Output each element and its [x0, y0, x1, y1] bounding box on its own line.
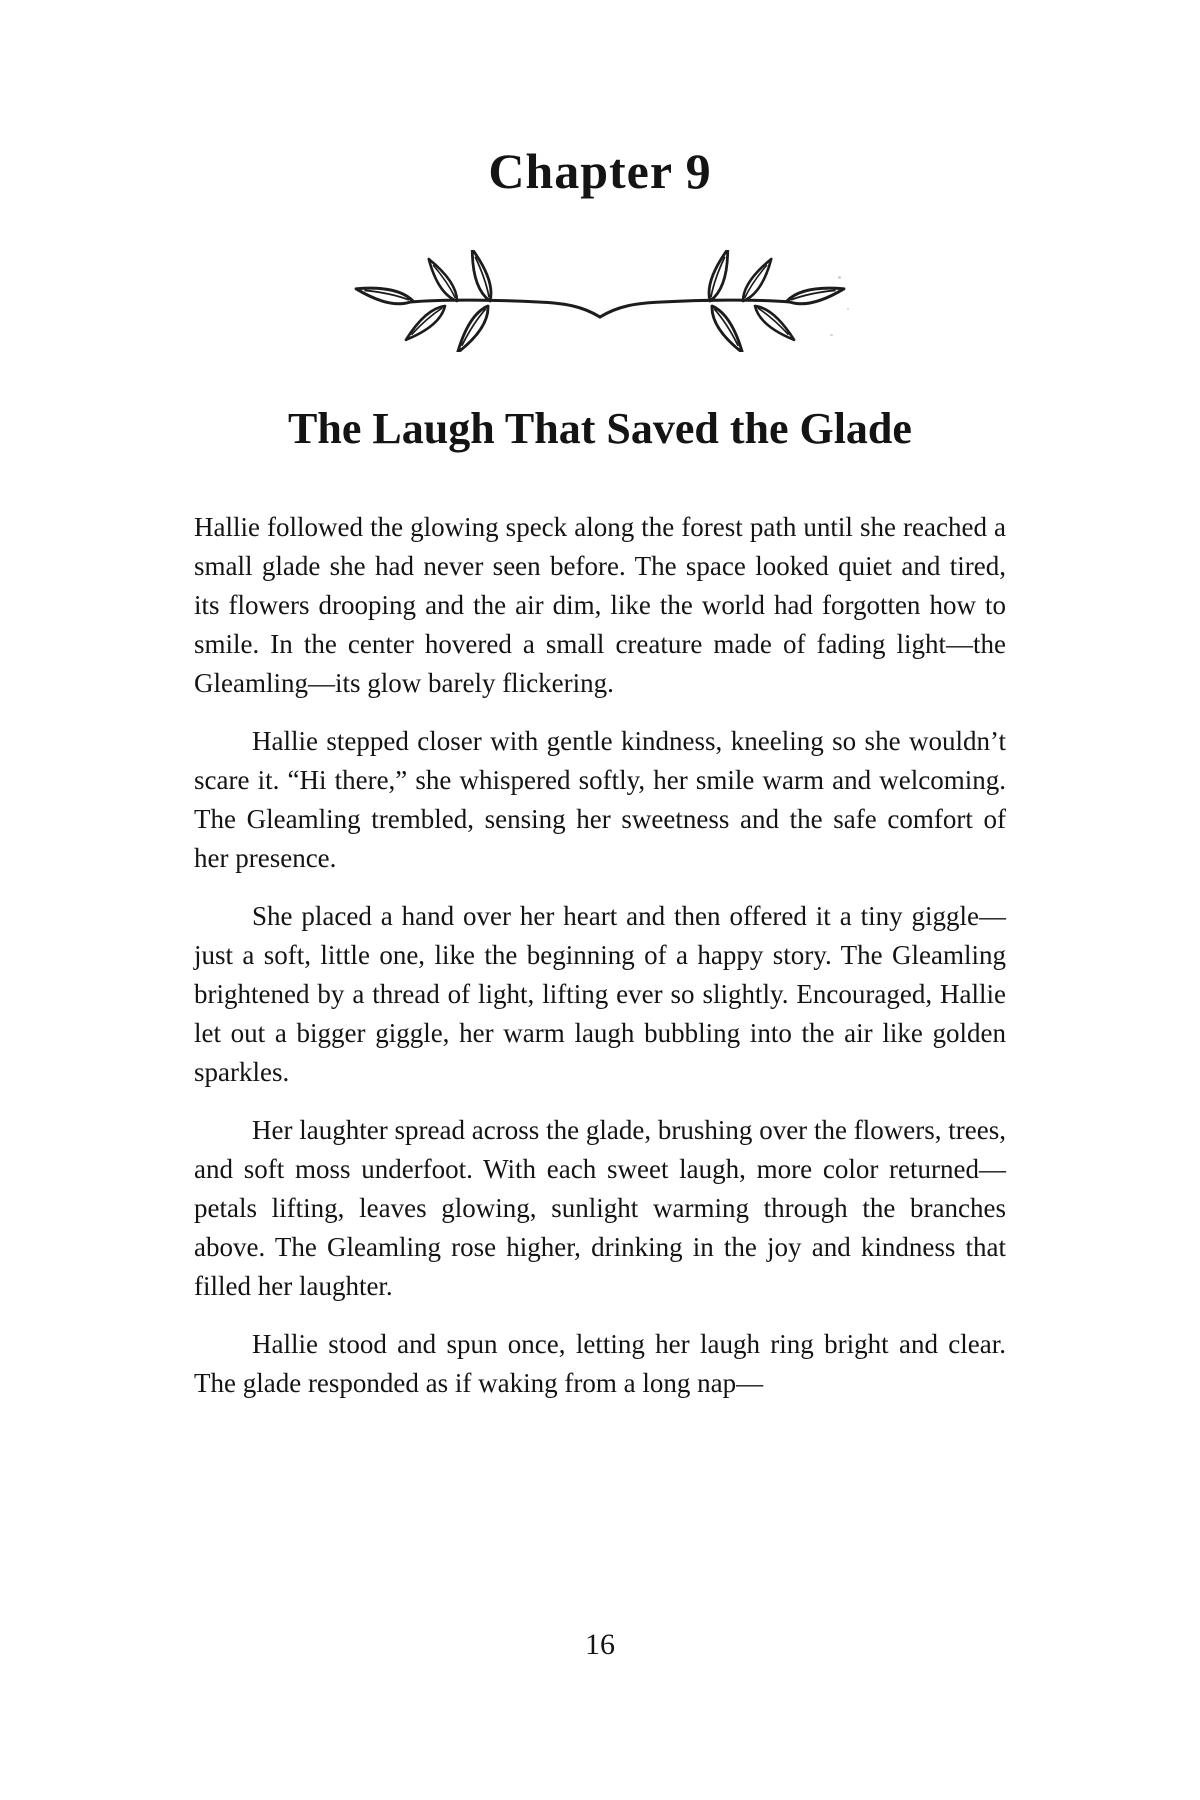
body-paragraph: Hallie followed the glowing speck along the forest path until she reached a small glade she had never seen before. The space looked quiet and tired, its flowers drooping and the air dim, like the world had forgotten how to smile. In the center hovered a small creature made of fading light—the Gleamling—its glow barely flickering.: [194, 512, 1006, 698]
body-paragraph: Hallie stood and spun once, letting her laugh ring bright and clear. The glade responded as if waking from a long nap—: [194, 1329, 1006, 1398]
chapter-title: The Laugh That Saved the Glade: [288, 404, 912, 453]
page-number: 16: [585, 1628, 615, 1661]
body-paragraph: Her laughter spread across the glade, brushing over the flowers, trees, and soft moss underfoot. With each sweet laugh, more color returned—petals lifting, leaves glowing, sunlight warming through the branches above. The Gleamling rose higher, drinking in the joy and kindness that filled her laughter.: [194, 1115, 1006, 1301]
chapter-body: [194, 508, 1006, 1422]
chapter-heading: Chapter 9: [488, 143, 712, 199]
body-paragraph: Hallie stepped closer with gentle kindness, kneeling so she wouldn’t scare it. “Hi there,” she whispered softly, her smile warm and welcoming. The Gleamling trembled, sensing her sweetness and the safe comfort of her presence.: [194, 726, 1006, 873]
scan-noise-speck: [847, 308, 849, 310]
scan-noise-speck: [830, 334, 833, 336]
laurel-leaf-divider-icon: [350, 250, 850, 352]
body-paragraph: She placed a hand over her heart and then offered it a tiny giggle—just a soft, little one, like the beginning of a happy story. The Gleamling brightened by a thread of light, lifting ever so slightly. Encouraged, Hallie let out a bigger giggle, her warm laugh bubbling into the air like golden sparkles.: [194, 901, 1006, 1087]
scan-noise-speck: [838, 276, 841, 279]
